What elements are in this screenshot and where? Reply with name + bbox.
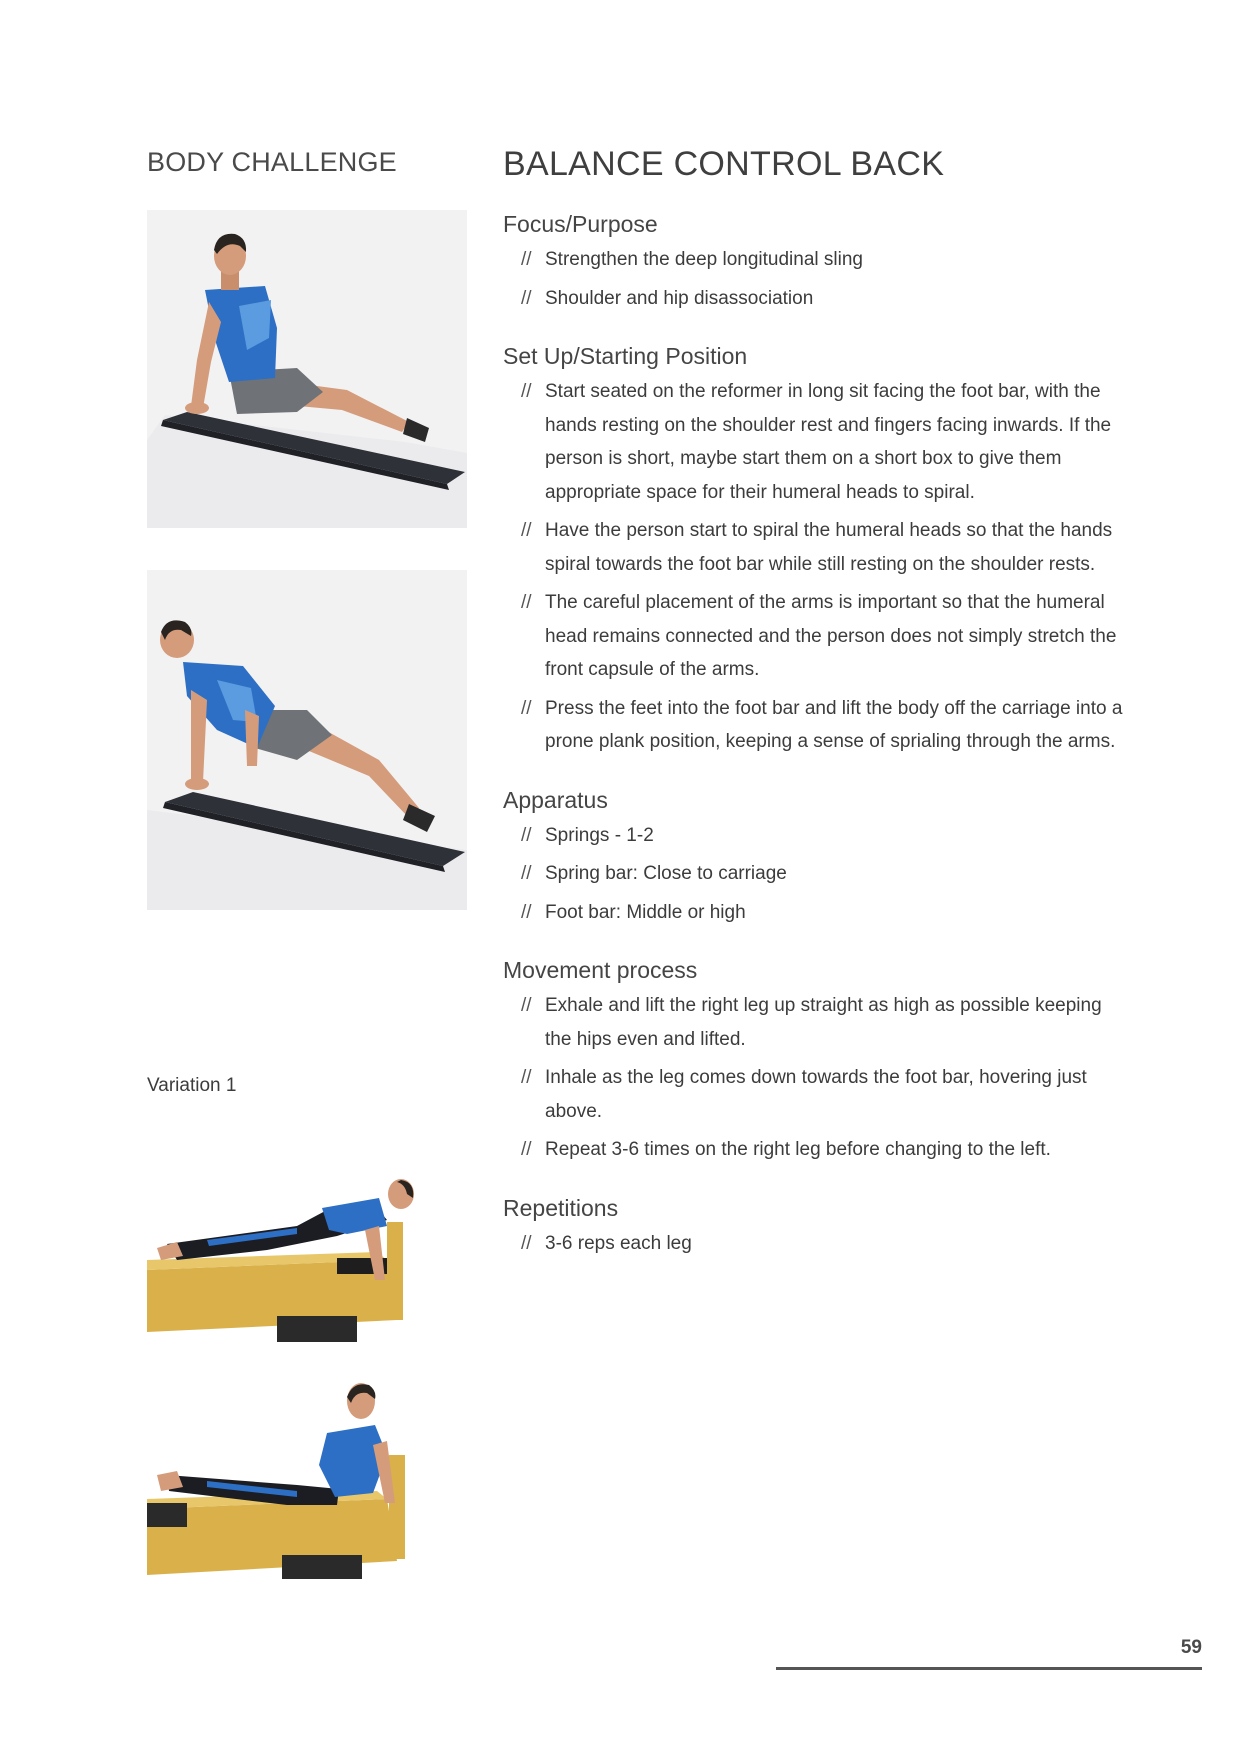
list-item: // Spring bar: Close to carriage [503,857,1123,891]
exercise-photo-lifted [147,570,467,910]
bullet-list [503,819,1123,930]
bullet-marker: // [521,1139,532,1160]
variation-label: Variation 1 [147,1075,237,1096]
page-number: 59 [1180,1637,1202,1658]
section-heading: Movement process [503,957,698,983]
bullet-marker: // [521,1232,532,1254]
list-item: // Press the feet into the foot bar and lift the body off the carriage into a prone plank position, keeping a sense of sprialing through the arms. [503,692,1123,759]
section-label: BODY CHALLENGE [147,147,397,177]
list-item: // Exhale and lift the right leg up straight as high as possible keeping the hips even and lifted. [503,989,1123,1056]
bullet-marker: // [521,592,532,613]
variation-photo-seated-reformer [147,1375,467,1587]
section-focus [503,207,1123,315]
variation-photo-plank-reformer [147,1110,467,1342]
list-item: // Inhale as the leg comes down towards the foot bar, hovering just above. [503,1061,1123,1128]
list-item: // Strengthen the deep longitudinal sling [503,243,1123,277]
section-heading: Repetitions [503,1194,619,1221]
list-item: // The careful placement of the arms is important so that the humeral head remains connected and the person does not simply stretch the front capsule of the arms. [503,586,1123,687]
list-item: // Foot bar: Middle or high [503,896,1123,930]
section-movement [503,953,1123,1167]
page-title: BALANCE CONTROL BACK [503,145,945,183]
section-apparatus [503,783,1123,930]
section-setup [503,339,1123,759]
bullet-list [503,243,1123,315]
bullet-marker: // [521,520,532,541]
section-heading: Set Up/Starting Position [503,343,748,369]
bullet-marker: // [521,249,532,270]
list-item: // Repeat 3-6 times on the right leg before changing to the left. [503,1133,1123,1167]
bullet-list [503,1227,1123,1261]
bullet-list [503,375,1123,759]
list-item: // Springs - 1-2 [503,819,1123,853]
bullet-marker: // [521,287,532,309]
section-heading: Apparatus [503,786,608,813]
list-item: // Have the person start to spiral the humeral heads so that the hands spiral towards the foot bar while still resting on the shoulder rests. [503,514,1123,581]
exercise-content [503,143,1123,1284]
list-item: // 3-6 reps each leg [503,1227,1123,1261]
bullet-marker: // [521,995,532,1016]
section-heading: Focus/Purpose [503,211,658,237]
bullet-marker: // [521,381,532,402]
bullet-marker: // [521,901,532,923]
bullet-marker: // [521,697,532,719]
footer-rule [776,1667,1202,1670]
list-item: // Shoulder and hip disassociation [503,282,1123,316]
bullet-marker: // [521,824,532,846]
list-item: // Start seated on the reformer in long sit facing the foot bar, with the hands resting on the shoulder rest and fingers facing inwards. If the person is short, maybe start them on a short box to give them appropriate space for their humeral heads to spiral. [503,375,1123,509]
bullet-list [503,989,1123,1167]
exercise-photo-seated [147,210,467,528]
section-repetitions [503,1191,1123,1261]
bullet-marker: // [521,1067,532,1088]
bullet-marker: // [521,863,532,884]
